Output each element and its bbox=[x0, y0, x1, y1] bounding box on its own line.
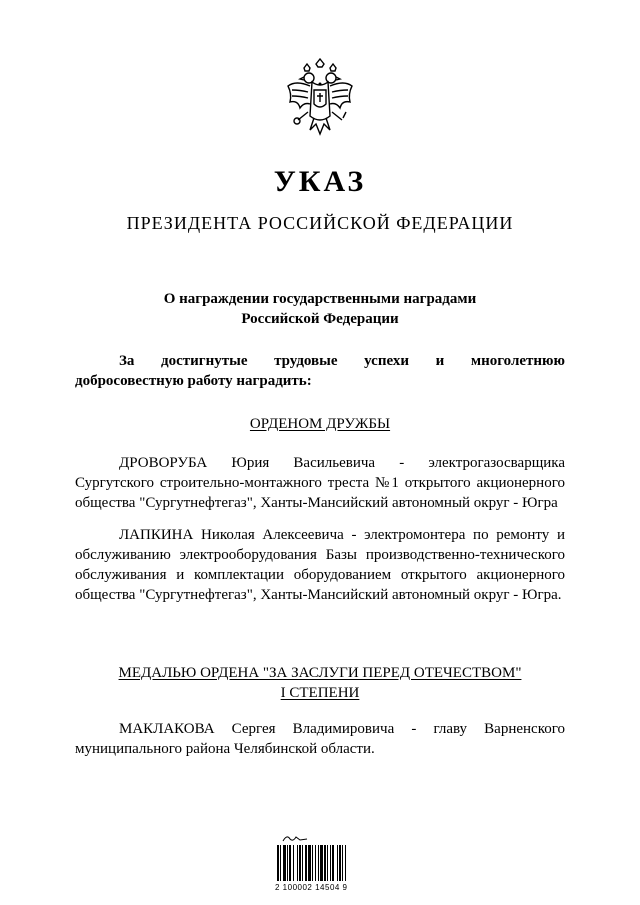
intro-word: многолетнюю bbox=[470, 353, 565, 369]
signature-mark-icon bbox=[281, 833, 311, 843]
intro-word: трудовые bbox=[274, 353, 338, 369]
recipient-paragraph bbox=[75, 453, 565, 513]
subject-line-1: О награждении государственными наградами bbox=[163, 291, 477, 307]
recipient-maklakov: МАКЛАКОВА Сергея Владимировича - главу Варненского муниципального района Челябинской области. bbox=[75, 721, 565, 757]
subject-line-2: Российской Федерации bbox=[241, 311, 399, 327]
intro-paragraph bbox=[75, 351, 565, 391]
recipient-lapkin: ЛАПКИНА Николая Алексеевича - электромонтера по ремонту и обслуживанию электрооборудования Базы производственно-технического обслуживания и комплектации оборудованием открытого акционерного общества "Сургутнефтегаз", Ханты-Мансийский автономный округ - Югра. bbox=[75, 527, 565, 603]
intro-word: достигнутые bbox=[161, 353, 248, 369]
intro-line-2: добросовестную работу наградить: bbox=[75, 373, 312, 389]
intro-line-1 bbox=[75, 351, 565, 371]
document-subtitle: ПРЕЗИДЕНТА РОССИЙСКОЙ ФЕДЕРАЦИИ bbox=[126, 213, 514, 233]
russian-coat-of-arms-icon bbox=[282, 58, 358, 146]
document-subject bbox=[0, 289, 640, 329]
intro-word: и bbox=[435, 353, 445, 369]
intro-word: успехи bbox=[364, 353, 409, 369]
barcode-number: 2 100002 14504 9 bbox=[275, 883, 348, 892]
recipient-paragraph bbox=[75, 525, 565, 605]
award-heading-medal-line-2: I СТЕПЕНИ bbox=[280, 685, 360, 701]
recipient-paragraph bbox=[75, 719, 565, 759]
intro-word: За bbox=[119, 353, 135, 369]
barcode-icon bbox=[277, 845, 363, 881]
coat-of-arms-emblem bbox=[282, 58, 358, 146]
award-heading-medal-line-1: МЕДАЛЬЮ ОРДЕНА "ЗА ЗАСЛУГИ ПЕРЕД ОТЕЧЕСТВОМ" bbox=[118, 665, 522, 681]
award-heading-order-of-friendship: ОРДЕНОМ ДРУЖБЫ bbox=[249, 416, 391, 432]
recipient-droboruba: ДРОВОРУБА Юрия Васильевича - электрогазосварщика Сургутского строительно-монтажного треста №1 открытого акционерного общества "Сургутнефтегаз", Ханты-Мансийский автономный округ - Югра bbox=[75, 455, 565, 511]
document-title: УКАЗ bbox=[273, 165, 367, 198]
document-barcode bbox=[275, 833, 375, 895]
